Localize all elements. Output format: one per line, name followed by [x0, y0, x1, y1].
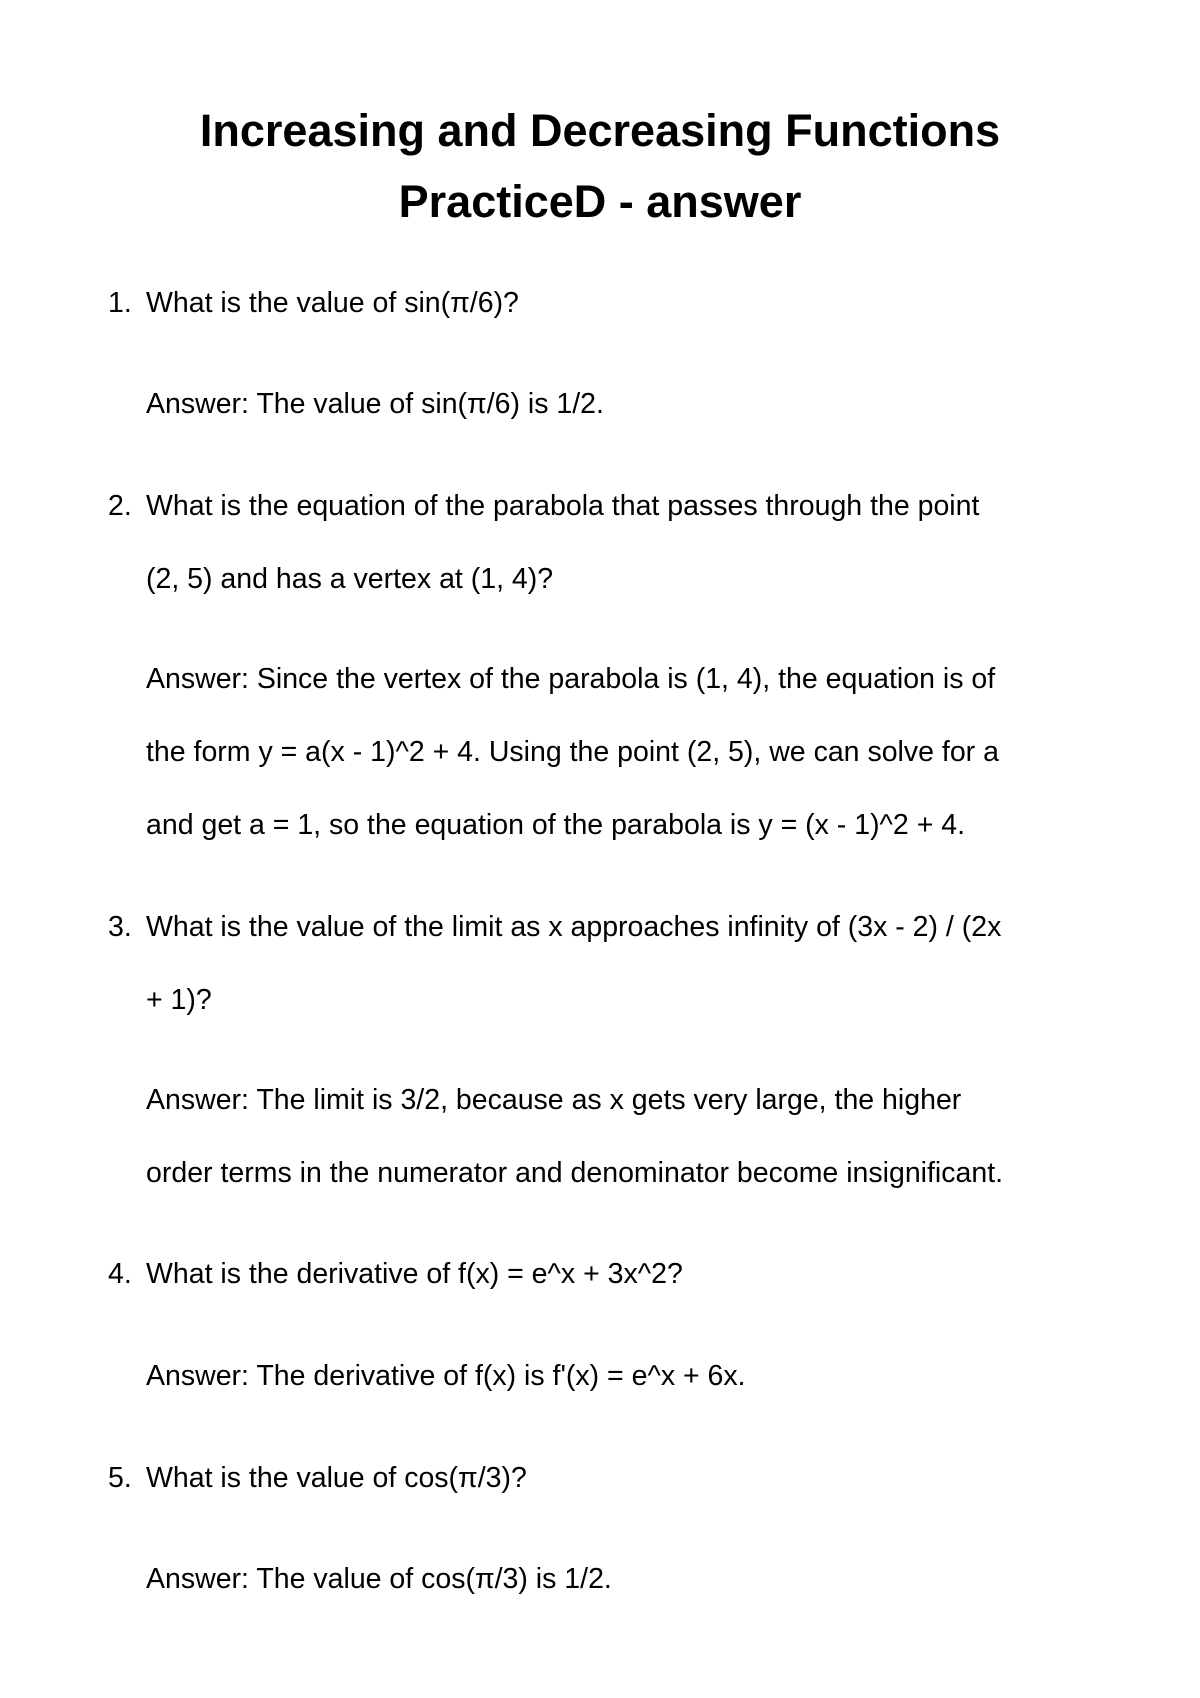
question-3	[108, 891, 1128, 964]
answer-3-line-2: order terms in the numerator and denominator become insignificant.	[146, 1157, 1004, 1189]
question-2-continuation: (2, 5) and has a vertex at (1, 4)?	[146, 563, 554, 595]
question-2	[108, 470, 1128, 543]
answer-2-line-2: the form y = a(x - 1)^2 + 4. Using the point (2, 5), we can solve for a	[146, 736, 999, 768]
answer-5: Answer: The value of cos(π/3) is 1/2.	[146, 1563, 612, 1595]
question-number: 4.	[108, 1258, 132, 1290]
question-text: What is the value of sin(π/6)?	[146, 287, 519, 319]
question-5	[108, 1442, 1128, 1515]
answer-4: Answer: The derivative of f(x) is f'(x) = e^x + 6x.	[146, 1360, 746, 1392]
document-subtitle: PracticeD - answer	[398, 176, 802, 227]
document-title: Increasing and Decreasing Functions	[199, 105, 1001, 156]
question-text: What is the derivative of f(x) = e^x + 3x^2?	[146, 1258, 683, 1290]
answer-1: Answer: The value of sin(π/6) is 1/2.	[146, 388, 604, 420]
answer-2-line-1: Answer: Since the vertex of the parabola is (1, 4), the equation is of	[146, 663, 996, 695]
question-number: 3.	[108, 911, 132, 943]
question-text: What is the value of cos(π/3)?	[146, 1462, 527, 1494]
answer-3-line-1: Answer: The limit is 3/2, because as x gets very large, the higher	[146, 1084, 962, 1116]
question-4	[108, 1238, 1128, 1311]
question-number: 1.	[108, 287, 132, 319]
question-3-continuation: + 1)?	[146, 984, 212, 1016]
question-number: 5.	[108, 1462, 132, 1494]
answer-2-line-3: and get a = 1, so the equation of the parabola is y = (x - 1)^2 + 4.	[146, 809, 966, 841]
question-1	[108, 267, 1128, 340]
question-text: What is the equation of the parabola that passes through the point	[146, 490, 980, 522]
question-text: What is the value of the limit as x approaches infinity of (3x - 2) / (2x	[146, 911, 1002, 943]
question-number: 2.	[108, 490, 132, 522]
